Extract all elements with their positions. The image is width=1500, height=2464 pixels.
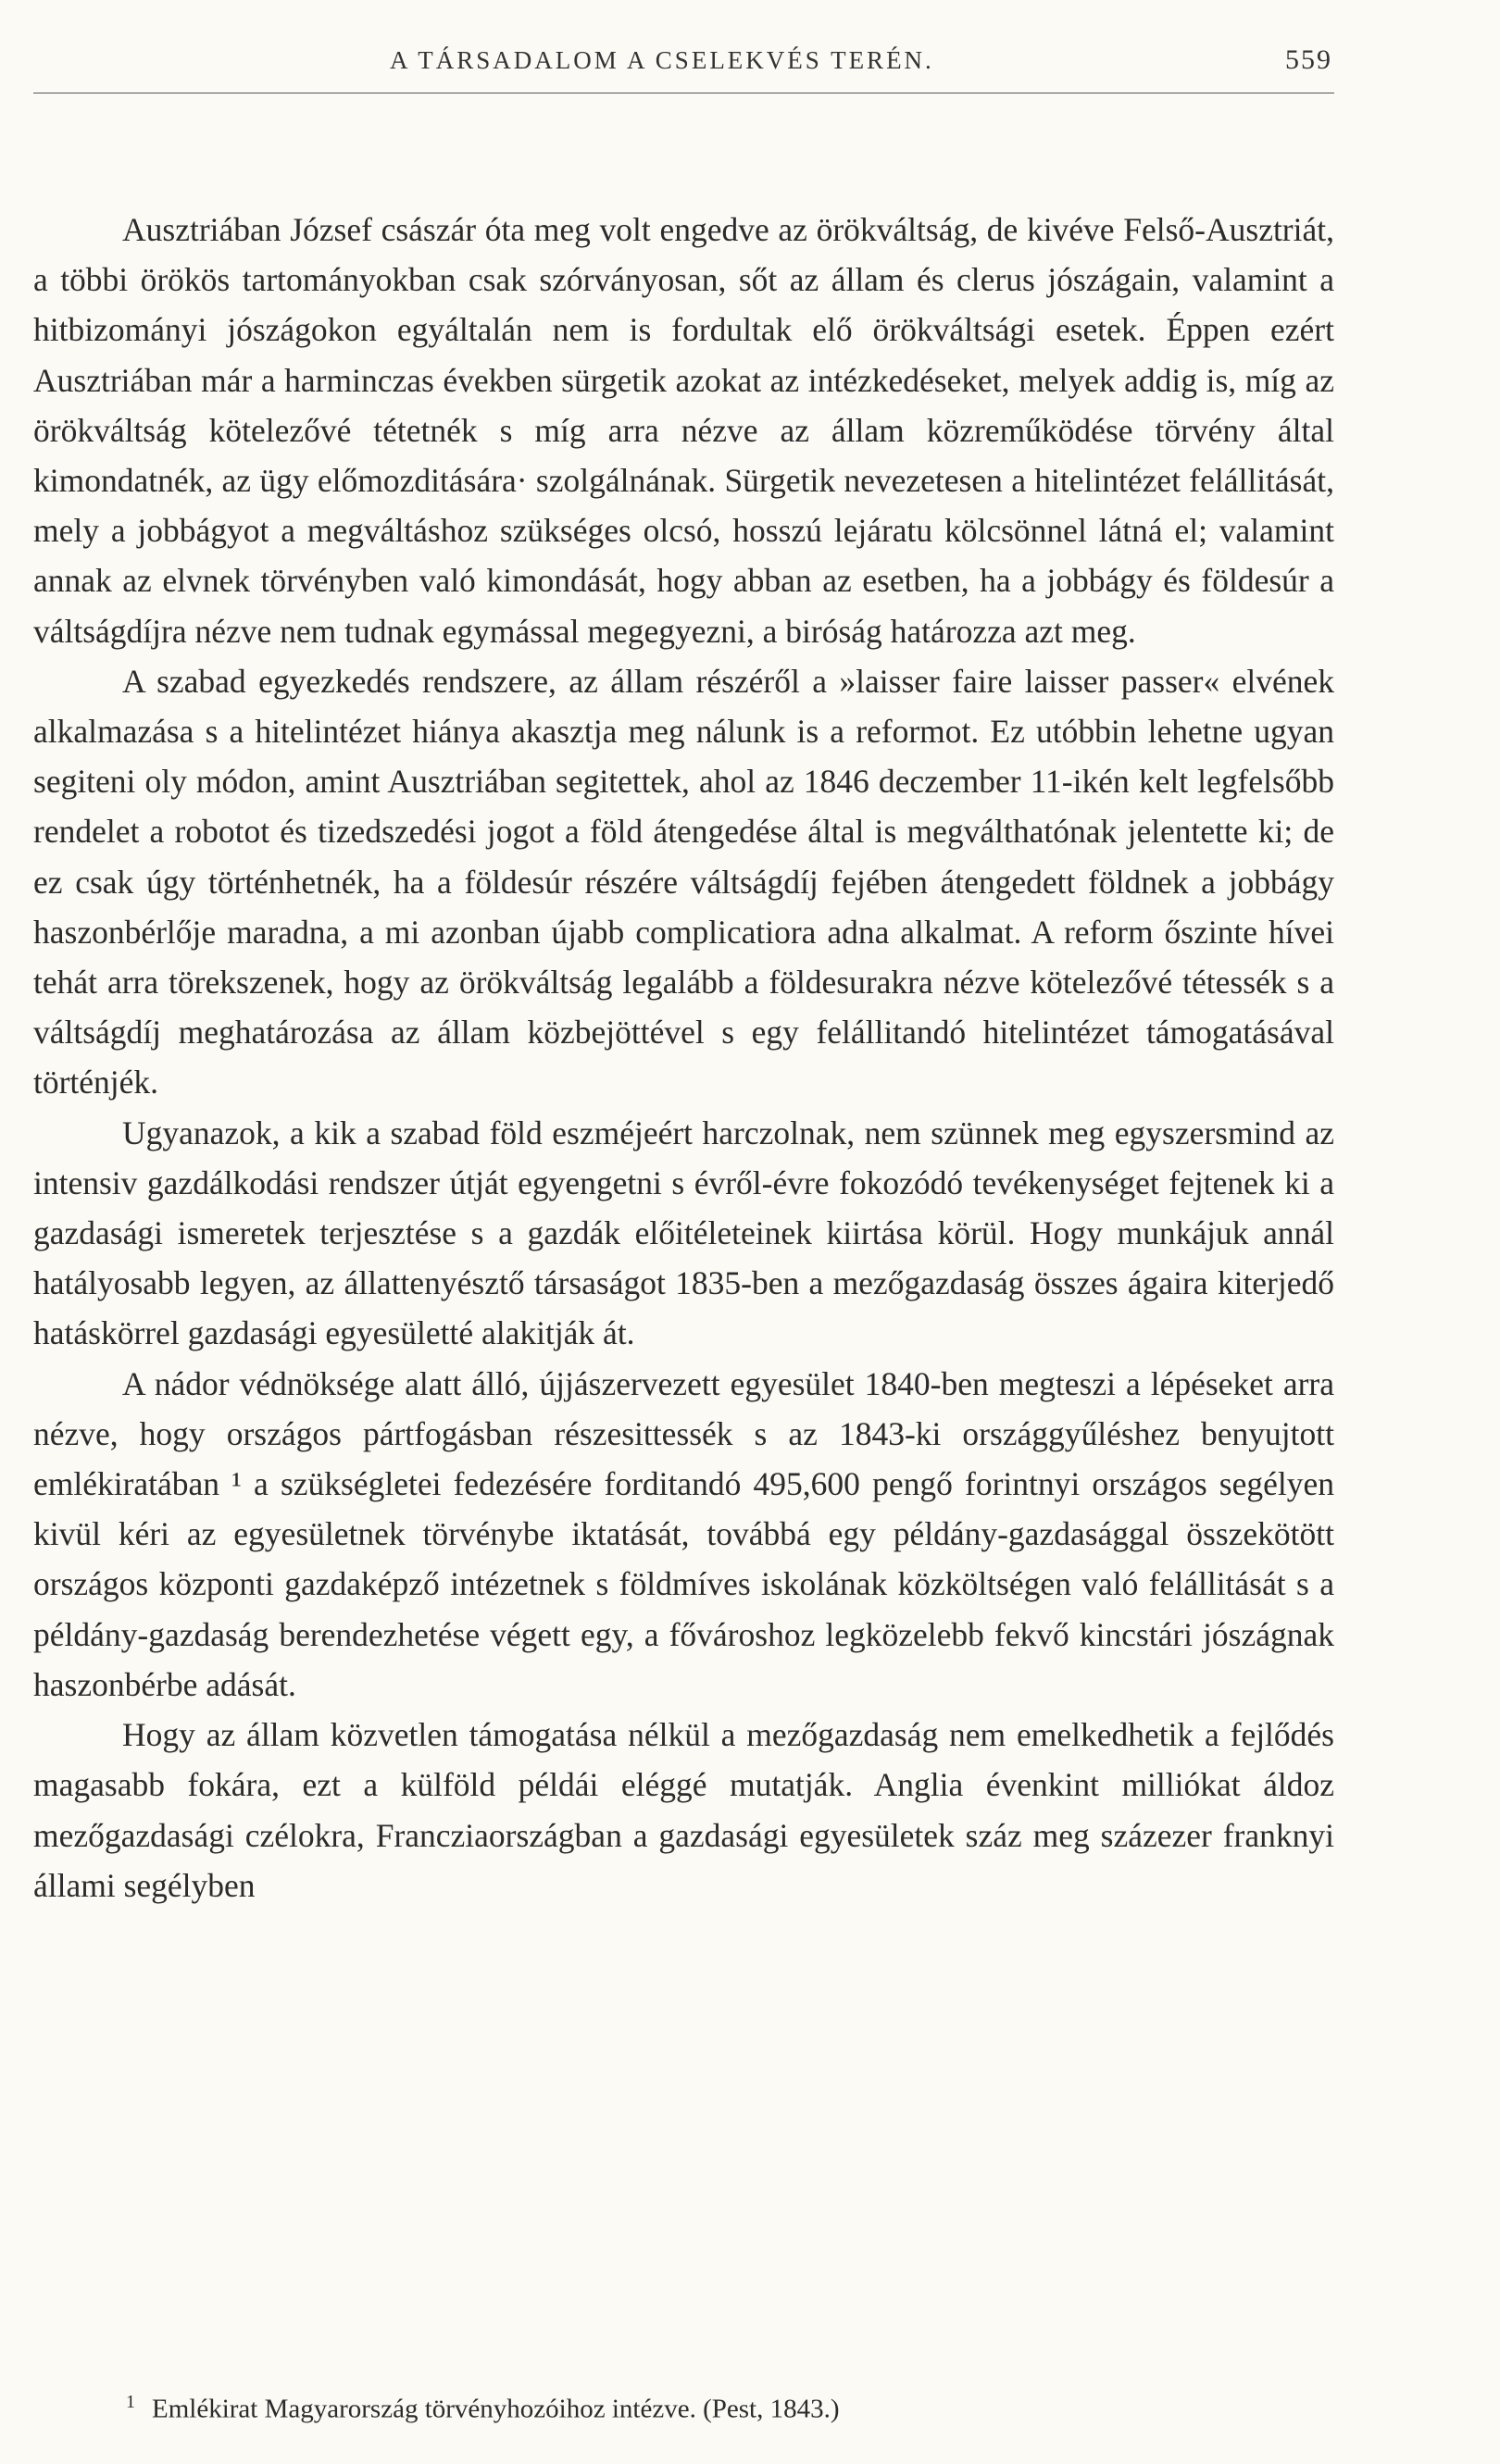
body-text [33,205,1334,1910]
footnote-marker: 1 [126,2392,135,2412]
paragraph-2: A szabad egyezkedés rendszere, az állam részéről a »laisser faire laisser passer« elvének alkalmazása s a hitelintézet hiánya akasztja meg nálunk is a reformot. Ez utóbbin lehetne ugyan segiteni oly módon, amint Ausztriában segitettek, ahol az 1846 deczember 11-ikén kelt legfelsőbb rendelet a robotot és tizedszedési jogot a föld átengedése által is megválthatónak jelentette ki; de ez csak úgy történhetnék, ha a földesúr részére váltságdíj fejében átengedett földnek a jobbágy haszonbérlője maradna, a mi azonban újabb complicatiora adna alkalmat. A reform őszinte hívei tehát arra törekszenek, hogy az örökváltság legalább a földesurakra nézve kötelezővé tétessék s a váltságdíj meghatározása az állam közbejöttével s egy felállitandó hitelintézet támogatásával történjék. [33,662,1334,1101]
book-page [33,37,1334,2424]
paragraph-1: Ausztriában József császár óta meg volt engedve az örökváltság, de kivéve Felső-Ausztriát, a többi örökös tartományokban csak szórványosan, sőt az állam és clerus jószágain, valamint a hitbizományi jószágokon egyáltalán nem is fordultak elő örökváltsági esetek. Éppen ezért Ausztriában már a harminczas években sürgetik azokat az intézkedéseket, melyek addig is, míg az örökváltság kötelezővé tétetnék s míg arra nézve az állam közreműködése törvény által kimondatnék, az ügy előmozditására· szolgálnának. Sürgetik nevezetesen a hitelintézet felállitását, mely a jobbágyot a megváltáshoz szükséges olcsó, hosszú lejáratu kölcsönnel látná el; valamint annak az elvnek törvényben való kimondását, hogy abban az esetben, ha a jobbágy és földesúr a váltságdíjra nézve nem tudnak egymással megegyezni, a biróság határozza azt meg. [33,211,1334,650]
paragraph-3: Ugyanazok, a kik a szabad föld eszméjeért harczolnak, nem szünnek meg egyszersmind az intensiv gazdálkodási rendszer útját egyengetni s évről-évre fokozódó tevékenységet fejtenek ki a gazdasági ismeretek terjesztése s a gazdák előitéleteinek kiirtása körül. Hogy munkájuk annál hatályosabb legyen, az állattenyésztő társaságot 1835-ben a mezőgazdaság összes ágaira kiterjedő hatáskörrel gazdasági egyesületté alakitják át. [33,1114,1334,1352]
paragraph-5: Hogy az állam közvetlen támogatása nélkül a mezőgazdaság nem emelkedhetik a fejlődés magasabb fokára, ezt a külföld példái eléggé mutatják. Anglia évenkint milliókat áldoz mezőgazdasági czélokra, Francziaországban a gazdasági egyesületek száz meg százezer franknyi állami segélyben [33,1716,1334,1904]
paragraph-4: A nádor védnöksége alatt álló, újjászervezett egyesület 1840-ben megteszi a lépéseket arra nézve, hogy országos pártfogásban részesittessék s az 1843-ki országgyűléshez benyujtott emlékiratában ¹ a szükségletei fedezésére forditandó 495,600 pengő forintnyi országos segélyen kivül kéri az egyesületnek törvénybe iktatását, továbbá egy példány-gazdasággal összekötött országos központi gazdaképző intézetnek s földmíves iskolának közköltségen való felállitását s a példány-gazdaság berendezhetése végett egy, a fővároshoz legközelebb fekvő kincstári jószágnak haszonbérbe adását. [33,1364,1334,1703]
footnote-text: Emlékirat Magyarország törvényhozóihoz intézve. (Pest, 1843.) [152,2394,840,2424]
page-number: 559 [1285,44,1332,75]
footnote [33,2383,840,2428]
running-head [33,37,1334,93]
running-title: A TÁRSADALOM A CSELEKVÉS TERÉN. [390,46,934,74]
